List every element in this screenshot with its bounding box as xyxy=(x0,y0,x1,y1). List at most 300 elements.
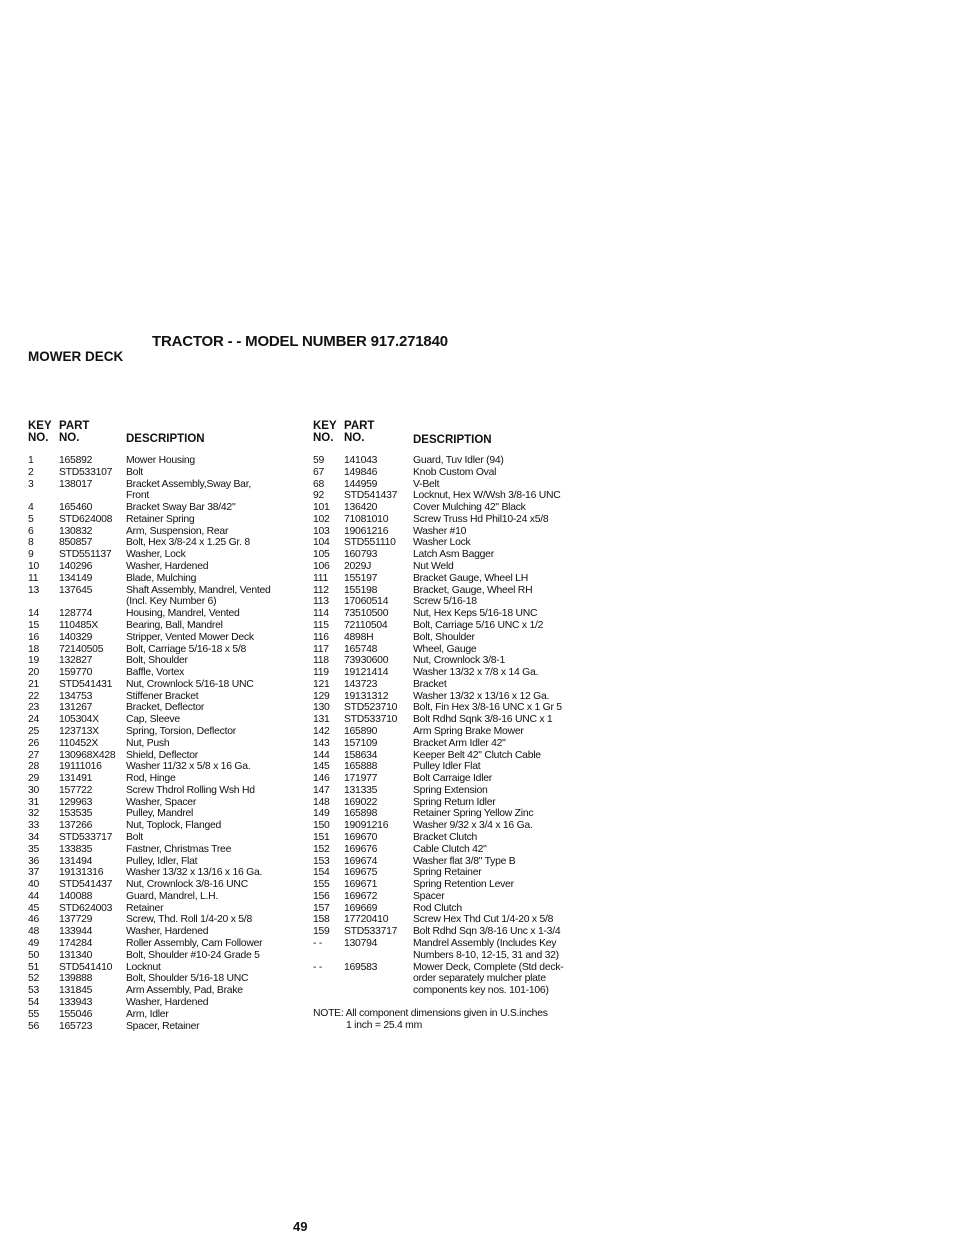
parts-row xyxy=(28,891,308,903)
part-number: 129963 xyxy=(59,796,93,808)
part-description: Bracket Clutch xyxy=(413,832,478,843)
part-number: 136420 xyxy=(344,502,378,514)
parts-row xyxy=(28,997,308,1009)
key-number: 130 xyxy=(313,702,330,714)
key-number: 50 xyxy=(28,949,40,961)
key-number: 117 xyxy=(313,643,329,655)
part-number: 73930600 xyxy=(344,655,389,667)
part-description: Washer flat 3/8" Type B xyxy=(413,855,516,867)
part-description: Washer 13/32 x 7/8 x 14 Ga. xyxy=(413,667,539,679)
part-number: 144959 xyxy=(344,478,378,490)
part-description: Nut Weld xyxy=(413,561,454,573)
key-number: 119 xyxy=(313,667,329,679)
page-number: 49 xyxy=(293,1219,308,1234)
parts-row xyxy=(313,514,593,526)
part-description: Bolt, Shoulder #10-24 Grade 5 xyxy=(126,949,260,961)
parts-row xyxy=(313,761,593,773)
key-number: 144 xyxy=(313,749,330,761)
parts-row xyxy=(313,667,593,679)
parts-row xyxy=(313,820,593,832)
part-number: 4898H xyxy=(344,631,374,643)
key-number: 29 xyxy=(28,773,40,785)
part-number: 160793 xyxy=(344,549,378,561)
part-number: 165723 xyxy=(59,1020,93,1032)
parts-row xyxy=(28,832,308,844)
part-number: 165748 xyxy=(344,643,378,655)
part-number: 157722 xyxy=(59,784,93,796)
part-description: V-Belt xyxy=(413,478,440,490)
part-description: Blade, Mulching xyxy=(126,572,197,584)
key-number: 142 xyxy=(313,725,330,737)
parts-row xyxy=(28,785,308,797)
part-description: Locknut, Hex W/Wsh 3/8-16 UNC xyxy=(413,490,561,502)
part-description: Bolt, Shoulder 5/16-18 UNC xyxy=(126,973,249,985)
parts-row xyxy=(28,750,308,762)
part-number: 157109 xyxy=(344,737,378,749)
part-description: Bracket Arm Idler 42" xyxy=(413,737,506,749)
parts-row xyxy=(313,561,593,573)
key-number: 51 xyxy=(28,961,40,973)
part-number: STD523710 xyxy=(344,702,398,714)
key-number: 56 xyxy=(28,1020,40,1032)
part-description: Retainer xyxy=(126,902,164,914)
part-number: STD533717 xyxy=(344,926,398,938)
part-description: Bracket Assembly,Sway Bar, Front xyxy=(126,478,251,502)
part-number: 134753 xyxy=(59,690,93,702)
part-number: 137729 xyxy=(59,914,93,926)
parts-row xyxy=(28,962,308,974)
part-number: STD541410 xyxy=(59,961,113,973)
parts-row xyxy=(313,490,593,502)
key-number: 23 xyxy=(28,702,40,714)
part-description: Retainer Spring xyxy=(126,513,195,525)
part-number: STD624003 xyxy=(59,902,113,914)
part-number: 72140505 xyxy=(59,643,104,655)
header-key: KEY xyxy=(28,420,52,432)
part-description: Spring Return Idler xyxy=(413,796,496,808)
part-description: Spring Retainer xyxy=(413,867,482,879)
key-number: 149 xyxy=(313,808,330,820)
parts-row xyxy=(313,644,593,656)
key-number: 19 xyxy=(28,655,40,667)
part-number: 169583 xyxy=(344,961,378,973)
key-number: 22 xyxy=(28,690,40,702)
parts-row xyxy=(28,549,308,561)
parts-row xyxy=(28,950,308,962)
part-number: 73510500 xyxy=(344,608,389,620)
parts-row xyxy=(28,537,308,549)
part-description: Screw Truss Hd Phil10-24 x5/8 xyxy=(413,513,549,525)
part-number: 155197 xyxy=(344,572,378,584)
part-description: Baffle, Vortex xyxy=(126,667,185,679)
part-description: Nut, Push xyxy=(126,737,170,749)
part-number: 155046 xyxy=(59,1008,93,1020)
key-number: 158 xyxy=(313,914,330,926)
key-number: 30 xyxy=(28,784,40,796)
parts-row xyxy=(313,856,593,868)
part-description: Mower Deck, Complete (Std deck- order separately mulcher plate components key nos. 101-106) xyxy=(413,961,564,997)
key-number: - - xyxy=(313,938,323,950)
key-number: 114 xyxy=(313,608,329,620)
part-description: Bolt, Carriage 5/16 UNC x 1/2 xyxy=(413,619,544,631)
key-number: 147 xyxy=(313,784,330,796)
key-number: 6 xyxy=(28,525,34,537)
part-description: Washer 13/32 x 13/16 x 16 Ga. xyxy=(126,867,263,879)
part-description: Bolt, Shoulder xyxy=(126,655,188,667)
key-number: 105 xyxy=(313,549,330,561)
part-description: Nut, Toplock, Flanged xyxy=(126,820,222,832)
key-number: 112 xyxy=(313,584,329,596)
part-number: 19121414 xyxy=(344,667,389,679)
part-number: 140088 xyxy=(59,890,93,902)
part-description: Spacer xyxy=(413,890,445,902)
part-number: 169676 xyxy=(344,843,378,855)
part-description: Bearing, Ball, Mandrel xyxy=(126,619,223,631)
key-number: 45 xyxy=(28,902,40,914)
part-number: 110452X xyxy=(59,737,99,749)
key-number: 2 xyxy=(28,466,34,478)
key-number: 155 xyxy=(313,879,330,891)
parts-row xyxy=(28,844,308,856)
part-number: STD533717 xyxy=(59,832,113,843)
key-number: 27 xyxy=(28,749,40,761)
part-description: Screw Hex Thd Cut 1/4-20 x 5/8 xyxy=(413,914,554,926)
parts-row xyxy=(313,797,593,809)
part-description: Rod, Hinge xyxy=(126,773,176,785)
part-description: Screw, Thd. Roll 1/4-20 x 5/8 xyxy=(126,914,252,926)
part-description: Bracket Gauge, Wheel LH xyxy=(413,572,528,584)
part-number: 165892 xyxy=(59,455,93,466)
part-number: 131494 xyxy=(59,855,93,867)
part-number: 105304X xyxy=(59,714,99,726)
part-number: STD533107 xyxy=(59,466,113,478)
parts-row xyxy=(28,773,308,785)
part-description: Washer 11/32 x 5/8 x 16 Ga. xyxy=(126,761,251,773)
part-description: Bracket, Deflector xyxy=(126,702,205,714)
parts-row xyxy=(28,1009,308,1021)
part-number: 165888 xyxy=(344,761,378,773)
part-number: 171977 xyxy=(344,773,378,785)
part-number: STD541437 xyxy=(59,879,113,891)
key-number: 151 xyxy=(313,832,330,843)
part-description: Wheel, Gauge xyxy=(413,643,477,655)
part-description: Spring, Torsion, Deflector xyxy=(126,725,236,737)
key-number: 26 xyxy=(28,737,40,749)
parts-row xyxy=(28,726,308,738)
key-number: 103 xyxy=(313,525,330,537)
part-description: Bracket xyxy=(413,678,447,690)
parts-row xyxy=(28,502,308,514)
part-description: Arm Assembly, Pad, Brake xyxy=(126,985,243,997)
part-description: Locknut xyxy=(126,961,161,973)
part-number: 155198 xyxy=(344,584,378,596)
parts-row xyxy=(313,750,593,762)
parts-row xyxy=(28,679,308,691)
header-part-no: NO. xyxy=(59,432,80,444)
parts-row xyxy=(313,914,593,926)
key-number: 111 xyxy=(313,572,329,584)
parts-row xyxy=(28,514,308,526)
parts-row xyxy=(28,655,308,667)
parts-row xyxy=(28,856,308,868)
part-description: Nut, Hex Keps 5/16-18 UNC xyxy=(413,608,538,620)
part-description: Fastner, Christmas Tree xyxy=(126,843,232,855)
parts-row xyxy=(28,973,308,985)
part-description: Washer 9/32 x 3/4 x 16 Ga. xyxy=(413,820,533,832)
key-number: 13 xyxy=(28,584,40,596)
parts-row xyxy=(313,867,593,879)
key-number: 10 xyxy=(28,561,40,573)
key-number: 5 xyxy=(28,513,34,525)
key-number: 34 xyxy=(28,832,40,843)
part-number: 141043 xyxy=(344,455,378,466)
part-description: Washer 13/32 x 13/16 x 12 Ga. xyxy=(413,690,550,702)
part-description: Roller Assembly, Cam Follower xyxy=(126,938,263,950)
part-number: 19131316 xyxy=(59,867,104,879)
part-description: Bolt, Hex 3/8-24 x 1.25 Gr. 8 xyxy=(126,537,250,549)
key-number: 129 xyxy=(313,690,330,702)
key-number: 145 xyxy=(313,761,330,773)
parts-row xyxy=(313,808,593,820)
key-number: 146 xyxy=(313,773,330,785)
key-number: 92 xyxy=(313,490,325,502)
parts-row xyxy=(28,479,308,503)
parts-row xyxy=(313,832,593,844)
part-description: Pulley, Mandrel xyxy=(126,808,194,820)
part-description: Washer #10 xyxy=(413,525,467,537)
parts-row xyxy=(313,738,593,750)
parts-row xyxy=(28,1021,308,1033)
parts-row xyxy=(313,962,593,997)
parts-row xyxy=(28,467,308,479)
parts-row xyxy=(313,926,593,938)
part-description: Washer, Spacer xyxy=(126,796,197,808)
parts-row xyxy=(313,773,593,785)
key-number: 115 xyxy=(313,619,329,631)
key-number: 106 xyxy=(313,561,330,573)
part-number: 169669 xyxy=(344,902,378,914)
part-description: Bolt Rdhd Sqn 3/8-16 Unc x 1-3/4 xyxy=(413,926,561,938)
part-description: Spring Retention Lever xyxy=(413,879,514,891)
parts-row xyxy=(28,620,308,632)
part-number: 71081010 xyxy=(344,513,389,525)
parts-row xyxy=(28,702,308,714)
parts-row xyxy=(313,655,593,667)
key-number: 49 xyxy=(28,938,40,950)
key-number: 24 xyxy=(28,714,40,726)
parts-row xyxy=(28,608,308,620)
parts-row xyxy=(313,679,593,691)
parts-list-right xyxy=(313,455,593,997)
parts-row xyxy=(28,761,308,773)
parts-row xyxy=(28,820,308,832)
part-description: Washer, Hardened xyxy=(126,996,209,1008)
key-number: 102 xyxy=(313,513,330,525)
part-description: Cover Mulching 42" Black xyxy=(413,502,526,514)
key-number: 20 xyxy=(28,667,40,679)
key-number: 32 xyxy=(28,808,40,820)
part-description: Washer, Hardened xyxy=(126,561,209,573)
key-number: 148 xyxy=(313,796,330,808)
key-number: 9 xyxy=(28,549,34,561)
part-description: Nut, Crownlock 3/8-1 xyxy=(413,655,506,667)
header-part: PART xyxy=(59,420,90,432)
header-key: KEY xyxy=(313,420,337,432)
part-number: 169675 xyxy=(344,867,378,879)
key-number: 118 xyxy=(313,655,329,667)
dimension-note xyxy=(313,1008,593,1032)
parts-column-left xyxy=(28,420,308,1032)
part-description: Guard, Mandrel, L.H. xyxy=(126,890,219,902)
parts-row xyxy=(28,632,308,644)
part-number: 131491 xyxy=(59,773,93,785)
key-number: 68 xyxy=(313,478,325,490)
parts-row xyxy=(313,573,593,585)
note-line-2: 1 inch = 25.4 mm xyxy=(346,1019,422,1031)
header-key-no: NO. xyxy=(313,432,334,444)
key-number: 28 xyxy=(28,761,40,773)
key-number: 54 xyxy=(28,996,40,1008)
key-number: 33 xyxy=(28,820,40,832)
part-number: 130794 xyxy=(344,938,378,950)
key-number: 116 xyxy=(313,631,329,643)
parts-list-left xyxy=(28,455,308,1032)
part-number: 133943 xyxy=(59,996,93,1008)
part-number: STD541431 xyxy=(59,678,113,690)
key-number: 150 xyxy=(313,820,330,832)
part-description: Washer, Lock xyxy=(126,549,186,561)
part-number: STD541437 xyxy=(344,490,398,502)
parts-row xyxy=(28,585,308,609)
parts-row xyxy=(28,926,308,938)
part-description: Pulley Idler Flat xyxy=(413,761,481,773)
parts-row xyxy=(28,938,308,950)
parts-row xyxy=(313,879,593,891)
part-description: Nut, Crownlock 3/8-16 UNC xyxy=(126,879,248,891)
part-number: STD551110 xyxy=(344,537,396,549)
part-description: Cable Clutch 42" xyxy=(413,843,487,855)
parts-row xyxy=(28,738,308,750)
part-description: Bolt xyxy=(126,832,143,843)
part-description: Bolt Carraige Idler xyxy=(413,773,492,785)
part-number: 131335 xyxy=(344,784,378,796)
key-number: 101 xyxy=(313,502,330,514)
part-description: Latch Asm Bagger xyxy=(413,549,494,561)
part-number: 169671 xyxy=(344,879,378,891)
key-number: 153 xyxy=(313,855,330,867)
header-part-no: NO. xyxy=(344,432,365,444)
column-header xyxy=(313,420,593,450)
part-number: 169672 xyxy=(344,890,378,902)
part-number: 137645 xyxy=(59,584,93,596)
parts-row xyxy=(313,549,593,561)
key-number: 14 xyxy=(28,608,40,620)
parts-row xyxy=(28,691,308,703)
part-number: 110485X xyxy=(59,619,99,631)
part-description: Spacer, Retainer xyxy=(126,1020,200,1032)
parts-row xyxy=(313,620,593,632)
part-number: 17720410 xyxy=(344,914,389,926)
part-description: Arm, Idler xyxy=(126,1008,169,1020)
key-number: 143 xyxy=(313,737,330,749)
section-title: MOWER DECK xyxy=(28,349,124,364)
part-number: 165890 xyxy=(344,725,378,737)
parts-row xyxy=(28,903,308,915)
key-number: 36 xyxy=(28,855,40,867)
part-number: 174284 xyxy=(59,938,93,950)
key-number: 152 xyxy=(313,843,330,855)
key-number: 59 xyxy=(313,455,325,466)
part-description: Bracket Sway Bar 38/42" xyxy=(126,502,236,514)
parts-row xyxy=(28,797,308,809)
part-description: Retainer Spring Yellow Zinc xyxy=(413,808,534,820)
part-number: 165898 xyxy=(344,808,378,820)
key-number: 104 xyxy=(313,537,330,549)
part-description: Housing, Mandrel, Vented xyxy=(126,608,240,620)
key-number: 67 xyxy=(313,466,325,478)
part-number: 140296 xyxy=(59,561,93,573)
part-description: Bolt, Shoulder xyxy=(413,631,475,643)
part-description: Washer Lock xyxy=(413,537,471,549)
parts-row xyxy=(28,573,308,585)
key-number: 40 xyxy=(28,879,40,891)
header-description: DESCRIPTION xyxy=(126,433,205,445)
header-part: PART xyxy=(344,420,375,432)
parts-row xyxy=(313,537,593,549)
key-number: 4 xyxy=(28,502,34,514)
key-number: 37 xyxy=(28,867,40,879)
parts-row xyxy=(28,714,308,726)
parts-row xyxy=(313,938,593,962)
parts-row xyxy=(313,726,593,738)
part-number: 133944 xyxy=(59,926,93,938)
part-description: Keeper Belt 42" Clutch Cable xyxy=(413,749,541,761)
part-number: 165460 xyxy=(59,502,93,514)
part-number: 2029J xyxy=(344,561,372,573)
part-description: Screw Thdrol Rolling Wsh Hd xyxy=(126,784,255,796)
part-number: STD624008 xyxy=(59,513,113,525)
parts-row xyxy=(313,844,593,856)
key-number: 16 xyxy=(28,631,40,643)
parts-row xyxy=(28,455,308,467)
key-number: 18 xyxy=(28,643,40,655)
part-description: Knob Custom Oval xyxy=(413,466,497,478)
page-title: TRACTOR - - MODEL NUMBER 917.271840 xyxy=(152,333,448,350)
note-line-1: NOTE: All component dimensions given in U.S.inches xyxy=(313,1008,548,1019)
parts-row xyxy=(28,985,308,997)
parts-column-right xyxy=(313,420,593,997)
part-description: Shaft Assembly, Mandrel, Vented (Incl. Key Number 6) xyxy=(126,584,271,608)
key-number: 8 xyxy=(28,537,34,549)
key-number: 1 xyxy=(28,455,34,466)
part-description: Mandrel Assembly (Includes Key Numbers 8-10, 12-15, 31 and 32) xyxy=(413,938,559,961)
parts-row xyxy=(28,667,308,679)
part-number: 19061216 xyxy=(344,525,389,537)
parts-row xyxy=(313,714,593,726)
parts-row xyxy=(313,608,593,620)
key-number: 156 xyxy=(313,890,330,902)
part-description: Guard, Tuv Idler (94) xyxy=(413,455,504,466)
parts-row xyxy=(28,526,308,538)
key-number: 131 xyxy=(313,714,330,726)
part-number: 159770 xyxy=(59,667,93,679)
header-key-no: NO. xyxy=(28,432,49,444)
key-number: 48 xyxy=(28,926,40,938)
part-number: 131267 xyxy=(59,702,93,714)
part-number: 123713X xyxy=(59,725,99,737)
parts-row xyxy=(313,596,593,608)
part-description: Screw 5/16-18 xyxy=(413,596,477,608)
